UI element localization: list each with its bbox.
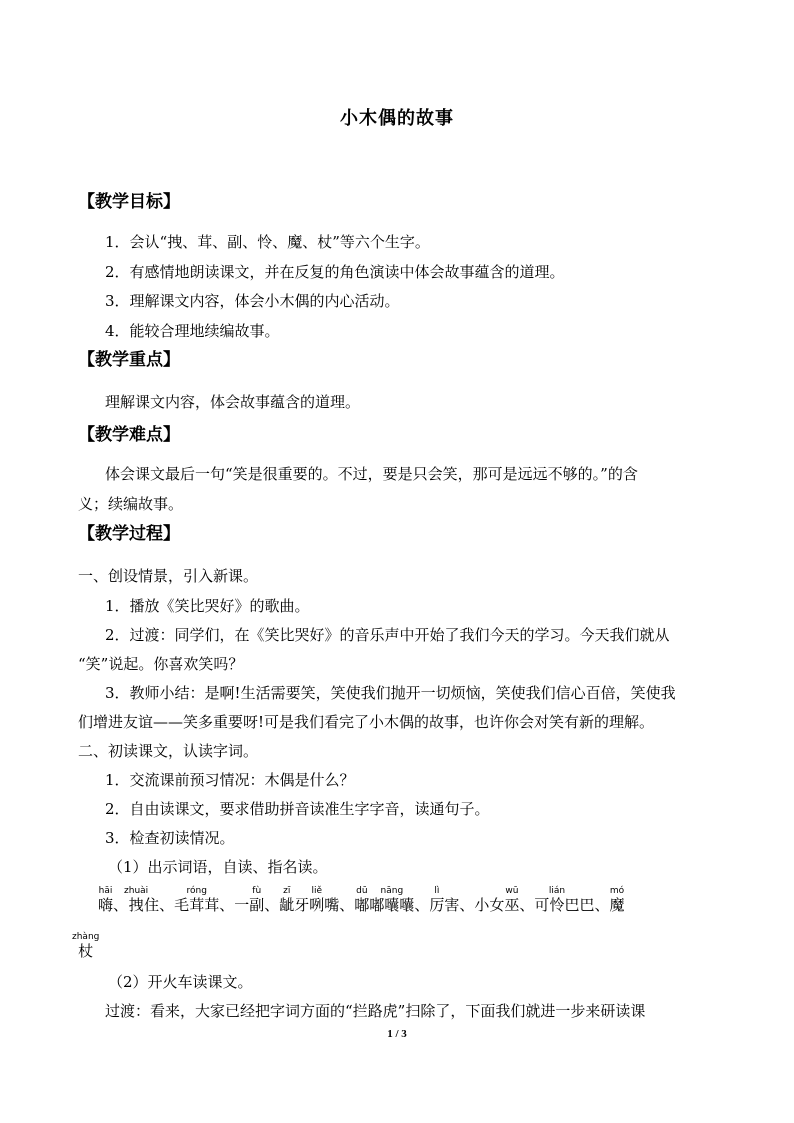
vocab-text: 囔、 bbox=[399, 896, 430, 914]
vocab-text: 住、毛 bbox=[144, 896, 190, 914]
section-heading-key-points: 【教学重点】 bbox=[78, 350, 180, 370]
goal-item: 3．理解课文内容，体会小木偶的内心活动。 bbox=[105, 292, 400, 310]
pinyin-annotation: hāi bbox=[98, 886, 114, 896]
part2-item: 2．自由读课文，要求借助拼音读准生字字音，读通句子。 bbox=[105, 800, 490, 818]
part2-title: 二、初读课文，认读字词。 bbox=[78, 742, 259, 760]
page-title: 小木偶的故事 bbox=[340, 108, 454, 129]
pinyin-annotation: mó bbox=[609, 886, 625, 896]
part1-title: 一、创设情景，引入新课。 bbox=[78, 567, 259, 585]
pinyin-annotation: róng bbox=[186, 886, 207, 896]
vocab-word: 龇zī bbox=[279, 886, 295, 914]
part2-item: 1．交流课前预习情况：木偶是什么？ bbox=[105, 771, 355, 789]
vocab-text: 嘴、 bbox=[324, 896, 355, 914]
vocab-word: 杖zhàng bbox=[72, 932, 100, 960]
pinyin-annotation: liě bbox=[309, 886, 325, 896]
vocab-word: 茸róng bbox=[186, 886, 207, 914]
pinyin-annotation: zī bbox=[279, 886, 295, 896]
pinyin-annotation: nāng bbox=[380, 886, 404, 896]
goal-item: 1．会认“拽、茸、副、怜、魔、杖”等六个生字。 bbox=[105, 233, 430, 251]
vocab-word: 拽zhuài bbox=[124, 886, 149, 914]
part1-item: 1．播放《笑比哭好》的歌曲。 bbox=[105, 597, 310, 615]
page-number: 1 / 3 bbox=[387, 1028, 407, 1040]
section-heading-goals: 【教学目标】 bbox=[78, 192, 180, 212]
vocab-word: 嘟dū bbox=[354, 886, 370, 914]
difficulties-text-line2: 义；续编故事。 bbox=[78, 495, 184, 513]
transition-text: 过渡：看来，大家已经把字词方面的“拦路虎”扫除了，下面我们就进一步来研读课 bbox=[105, 1002, 646, 1020]
vocab-text: 牙 bbox=[294, 896, 310, 914]
pinyin-annotation: zhuài bbox=[124, 886, 149, 896]
vocab-pinyin-line bbox=[98, 886, 625, 915]
part1-item-cont: 们增进友谊——笑多重要呀!可是我们看完了小木偶的故事，也许你会对笑有新的理解。 bbox=[78, 713, 655, 731]
vocab-word: 巫wū bbox=[504, 886, 520, 914]
difficulties-text-line1: 体会课文最后一句“笑是很重要的。不过，要是只会笑，那可是远远不够的。”的含 bbox=[105, 465, 638, 483]
vocab-word: 囔nāng bbox=[380, 886, 404, 914]
pinyin-annotation: wū bbox=[504, 886, 520, 896]
part2-item: 3．检查初读情况。 bbox=[105, 829, 235, 847]
section-heading-difficulties: 【教学难点】 bbox=[78, 425, 180, 445]
vocab-word: 嗨hāi bbox=[98, 886, 114, 914]
pinyin-annotation: dū bbox=[354, 886, 370, 896]
pinyin-annotation: fù bbox=[249, 886, 265, 896]
part1-item-cont: “笑”说起。你喜欢笑吗？ bbox=[78, 655, 244, 673]
vocab-word: 魔mó bbox=[609, 886, 625, 914]
goal-item: 4．能较合理地续编故事。 bbox=[105, 322, 280, 340]
part2-sub-item: （1）出示词语，自读、指名读。 bbox=[108, 858, 328, 876]
pinyin-annotation: lì bbox=[429, 886, 445, 896]
vocab-text: 害、小女 bbox=[444, 896, 505, 914]
key-points-text: 理解课文内容，体会故事蕴含的道理。 bbox=[105, 393, 361, 411]
vocab-text: 巴巴、 bbox=[564, 896, 610, 914]
vocab-word: 副fù bbox=[249, 886, 265, 914]
section-heading-process: 【教学过程】 bbox=[78, 524, 180, 544]
vocab-word: 咧liě bbox=[309, 886, 325, 914]
vocab-word: 怜lián bbox=[548, 886, 566, 914]
vocab-text: 、可 bbox=[519, 896, 550, 914]
vocab-word: 厉lì bbox=[429, 886, 445, 914]
pinyin-annotation: lián bbox=[548, 886, 566, 896]
vocab-pinyin-line-2 bbox=[72, 932, 99, 961]
part1-item: 3．教师小结：是啊!生活需要笑，笑使我们抛开一切烦恼，笑使我们信心百倍，笑使我 bbox=[105, 684, 676, 702]
vocab-text: 、 bbox=[113, 896, 129, 914]
vocab-text: 、 bbox=[264, 896, 280, 914]
vocab-text: 嘟 bbox=[369, 896, 385, 914]
part1-item: 2．过渡：同学们，在《笑比哭好》的音乐声中开始了我们今天的学习。今天我们就从 bbox=[105, 626, 670, 644]
part2-sub-item: （2）开火车读课文。 bbox=[108, 973, 253, 991]
goal-item: 2．有感情地朗读课文，并在反复的角色演读中体会故事蕴含的道理。 bbox=[105, 263, 565, 281]
vocab-text: 茸、一 bbox=[204, 896, 250, 914]
